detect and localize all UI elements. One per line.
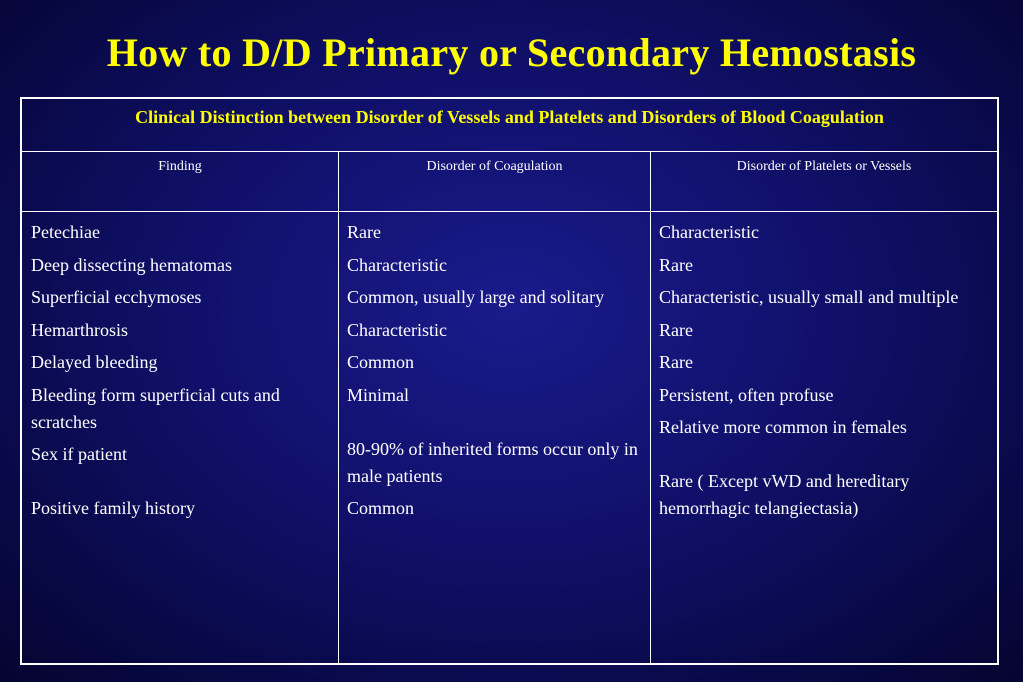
platelets-vessels-cell: Rare [659, 254, 693, 275]
finding-column [22, 212, 338, 665]
platelets-vessels-cell: Relative more common in females [659, 417, 907, 437]
coagulation-cell: Characteristic [347, 254, 447, 275]
finding-cell: Bleeding form superficial cuts and scratches [31, 384, 280, 432]
header-disorder-of-coagulation: Disorder of Coagulation [338, 152, 650, 211]
table-header-row [22, 152, 997, 212]
slide-title: How to D/D Primary or Secondary Hemostasis [106, 30, 917, 75]
coagulation-cell: Minimal [347, 384, 409, 405]
platelets-vessels-cell: Rare [659, 319, 693, 340]
table-body-row [22, 212, 997, 665]
comparison-table [20, 97, 999, 665]
platelets-vessels-cell: Rare [659, 352, 693, 372]
header-disorder-of-platelets-or-vessels: Disorder of Platelets or Vessels [650, 152, 997, 211]
coagulation-cell: Common [347, 498, 415, 518]
coagulation-cell: Common, usually large and solitary [347, 287, 605, 307]
finding-cell: Positive family history [31, 498, 195, 518]
finding-cell: Hemarthrosis [31, 319, 128, 340]
finding-cell: Sex if patient [31, 444, 127, 464]
platelets-vessels-cell: Characteristic, usually small and multiple [659, 287, 959, 307]
finding-cell: Petechiae [31, 222, 100, 242]
finding-cell: Superficial ecchymoses [31, 287, 202, 307]
platelets-vessels-cell: Characteristic [659, 222, 759, 242]
platelets-vessels-column [650, 212, 997, 665]
platelets-vessels-cell: Rare ( Except vWD and hereditary hemorrhagic telangiectasia) [659, 471, 910, 518]
platelets-vessels-cell: Persistent, often profuse [659, 384, 834, 405]
coagulation-cell: Common [347, 352, 415, 372]
finding-cell: Delayed bleeding [31, 352, 158, 372]
coagulation-cell: Characteristic [347, 319, 447, 340]
coagulation-cell: Rare [347, 222, 381, 242]
table-caption: Clinical Distinction between Disorder of Vessels and Platelets and Disorders of Blood Coagulation [22, 99, 997, 152]
header-finding: Finding [158, 159, 202, 174]
finding-cell: Deep dissecting hematomas [31, 254, 232, 275]
coagulation-column [338, 212, 650, 665]
coagulation-cell: 80-90% of inherited forms occur only in male patients [347, 438, 638, 486]
